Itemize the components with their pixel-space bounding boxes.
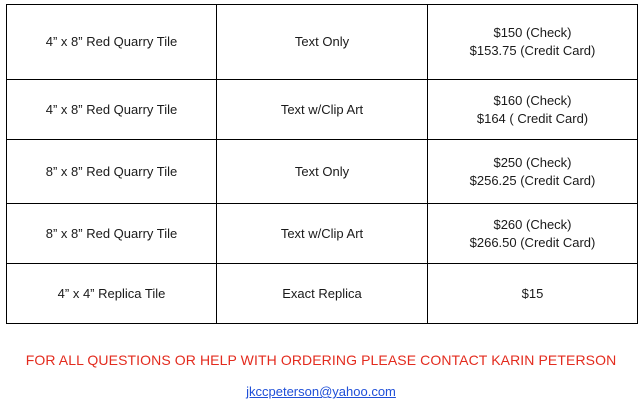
credit-card-price: $153.75 (Credit Card) bbox=[469, 43, 596, 58]
design-option-cell: Text Only bbox=[217, 140, 428, 204]
tile-size-cell: 8” x 8” Red Quarry Tile bbox=[7, 204, 217, 264]
price-cell bbox=[428, 204, 638, 264]
price-cell bbox=[428, 5, 638, 80]
credit-card-price: $256.25 (Credit Card) bbox=[469, 172, 596, 188]
table-row bbox=[7, 140, 638, 204]
email-link[interactable]: jkccpeterson@yahoo.com bbox=[246, 384, 396, 399]
contact-message: FOR ALL QUESTIONS OR HELP WITH ORDERING PLEASE CONTACT KARIN PETERSON bbox=[25, 352, 617, 368]
tile-size-cell: 4” x 4” Replica Tile bbox=[7, 264, 217, 324]
replica-price: $15 bbox=[521, 285, 544, 301]
design-option-cell: Exact Replica bbox=[217, 264, 428, 324]
email-container bbox=[0, 384, 642, 399]
pricing-table bbox=[6, 4, 638, 324]
tile-size-cell: 4” x 8” Red Quarry Tile bbox=[7, 5, 217, 80]
credit-card-price: $266.50 (Credit Card) bbox=[469, 234, 596, 250]
design-option-cell: Text Only bbox=[217, 5, 428, 80]
table-row bbox=[7, 264, 638, 324]
credit-card-price: $164 ( Credit Card) bbox=[476, 110, 589, 126]
tile-size-cell: 4” x 8” Red Quarry Tile bbox=[7, 80, 217, 140]
table-row bbox=[7, 5, 638, 80]
check-price: $160 (Check) bbox=[493, 92, 572, 108]
price-cell bbox=[428, 140, 638, 204]
check-price: $260 (Check) bbox=[493, 216, 572, 232]
price-cell bbox=[428, 264, 638, 324]
table-row bbox=[7, 204, 638, 264]
tile-size-cell: 8” x 8” Red Quarry Tile bbox=[7, 140, 217, 204]
table-row bbox=[7, 80, 638, 140]
check-price: $250 (Check) bbox=[493, 154, 572, 170]
check-price: $150 (Check) bbox=[493, 25, 572, 40]
price-cell bbox=[428, 80, 638, 140]
design-option-cell: Text w/Clip Art bbox=[217, 80, 428, 140]
design-option-cell: Text w/Clip Art bbox=[217, 204, 428, 264]
